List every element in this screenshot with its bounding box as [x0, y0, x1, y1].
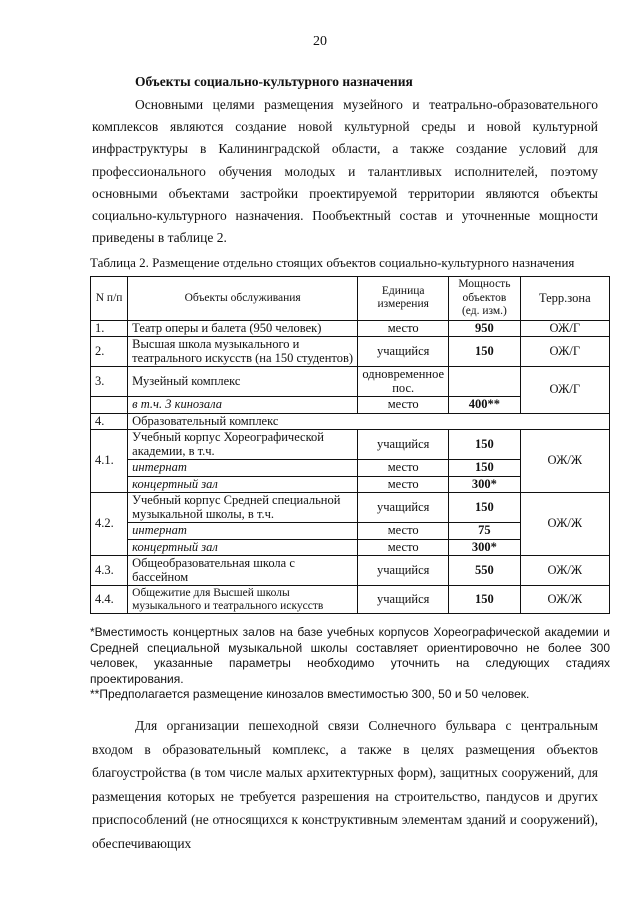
table-caption: Таблица 2. Размещение отдельно стоящих объектов социально-культурного назначения [90, 255, 575, 270]
cell-capacity: 300* [449, 539, 520, 556]
table-row [91, 367, 610, 397]
cell-capacity: 75 [449, 523, 520, 540]
cell-unit: место [358, 320, 449, 337]
cell-capacity: 150 [449, 586, 520, 614]
cell-capacity: 300* [449, 476, 520, 493]
table-row [91, 556, 610, 586]
section-title: Объекты социально-культурного назначения [135, 74, 413, 89]
cell-capacity: 550 [449, 556, 520, 586]
cell-zone: ОЖ/Г [520, 367, 609, 414]
cell-num: 1. [91, 320, 128, 337]
cell-unit: место [358, 460, 449, 477]
cell-sub-object: интернат [128, 460, 358, 477]
cell-capacity: 150 [449, 337, 520, 367]
cell-sub-object: концертный зал [128, 476, 358, 493]
cell-object: Учебный корпус Средней специальной музыкальной школы, в т.ч. [128, 493, 358, 523]
header-unit: Единица измерения [358, 277, 449, 321]
header-num: N п/п [91, 277, 128, 321]
table-row [91, 337, 610, 367]
table-row [91, 413, 610, 430]
cell-unit: учащийся [358, 493, 449, 523]
cell-object: Театр оперы и балета (950 человек) [128, 320, 358, 337]
cell-num: 4. [91, 413, 128, 430]
table-row [91, 493, 610, 523]
cell-num: 2. [91, 337, 128, 367]
cell-sub-object: в т.ч. 3 кинозала [128, 397, 358, 414]
cell-unit: учащийся [358, 430, 449, 460]
cell-num: 4.3. [91, 556, 128, 586]
cell-unit: одновременное пос. [358, 367, 449, 397]
cell-unit: место [358, 397, 449, 414]
cell-object: Общежитие для Высшей школы музыкального и театрального искусств [128, 586, 358, 614]
cell-capacity: 400** [449, 397, 520, 414]
cell-object: Общеобразовательная школа с бассейном [128, 556, 358, 586]
table-row [91, 586, 610, 614]
cell-zone: ОЖ/Г [520, 320, 609, 337]
header-zone: Терр.зона [520, 277, 609, 321]
intro-paragraph: Основными целями размещения музейного и театрально-образовательного комплексов являются создание новой культурной среды и новой культурной инфраструктуры в Калининградской области, а также создание условий для профессионального обучения молодых и талантливых исполнителей, поэтому основными объектами застройки проектируемой территории являются объекты социально-культурного назначения. Пообъектный состав и уточненные мощности приведены в таблице 2. [92, 97, 598, 246]
cell-sub-object: концертный зал [128, 539, 358, 556]
cell-unit: учащийся [358, 586, 449, 614]
table-header-row [91, 277, 610, 321]
table-row [91, 430, 610, 460]
table-row [91, 320, 610, 337]
cell-object: Учебный корпус Хореографической академии, в т.ч. [128, 430, 358, 460]
cell-object: Музейный комплекс [128, 367, 358, 397]
cell-capacity: 150 [449, 493, 520, 523]
cell-capacity [449, 367, 520, 397]
cell-object: Высшая школа музыкального и театрального искусств (на 150 студентов) [128, 337, 358, 367]
cell-unit: место [358, 523, 449, 540]
cell-zone: ОЖ/Ж [520, 556, 609, 586]
cell-zone: ОЖ/Ж [520, 586, 609, 614]
cell-zone: ОЖ/Г [520, 337, 609, 367]
cell-num: 3. [91, 367, 128, 397]
note-concert-halls: *Вместимость концертных залов на базе учебных корпусов Хореографической академии и Средней специальной музыкальной школы составляет ориентировочно не более 300 человек, указанные параметры необходимо уточнить на следующих стадиях проектирования. [90, 625, 610, 686]
cell-capacity: 950 [449, 320, 520, 337]
cell-zone: ОЖ/Ж [520, 493, 609, 556]
cell-unit: место [358, 539, 449, 556]
objects-table [90, 276, 610, 614]
page-number: 20 [313, 34, 327, 49]
cell-capacity: 150 [449, 430, 520, 460]
header-capacity: Мощность объектов (ед. изм.) [449, 277, 520, 321]
cell-unit: место [358, 476, 449, 493]
cell-unit: учащийся [358, 337, 449, 367]
cell-unit: учащийся [358, 556, 449, 586]
cell-num: 4.1. [91, 430, 128, 493]
note-cinemas: **Предполагается размещение кинозалов вместимостью 300, 50 и 50 человек. [90, 687, 530, 701]
closing-paragraph: Для организации пешеходной связи Солнечного бульвара с центральным входом в образовательный комплекс, а также в целях размещения объектов благоустройства (в том числе малых архитектурных форм), защитных сооружений, для размещения которых не требуется разрешения на строительство, пандусов и других приспособлений (не относящихся к конструктивным элементам зданий и сооружений), обеспечивающих [92, 718, 598, 851]
cell-object: Образовательный комплекс [128, 413, 610, 430]
cell-capacity: 150 [449, 460, 520, 477]
cell-num: 4.4. [91, 586, 128, 614]
header-object: Объекты обслуживания [128, 277, 358, 321]
cell-num: 4.2. [91, 493, 128, 556]
cell-num [91, 397, 128, 414]
cell-zone: ОЖ/Ж [520, 430, 609, 493]
table-notes [90, 625, 610, 703]
cell-sub-object: интернат [128, 523, 358, 540]
